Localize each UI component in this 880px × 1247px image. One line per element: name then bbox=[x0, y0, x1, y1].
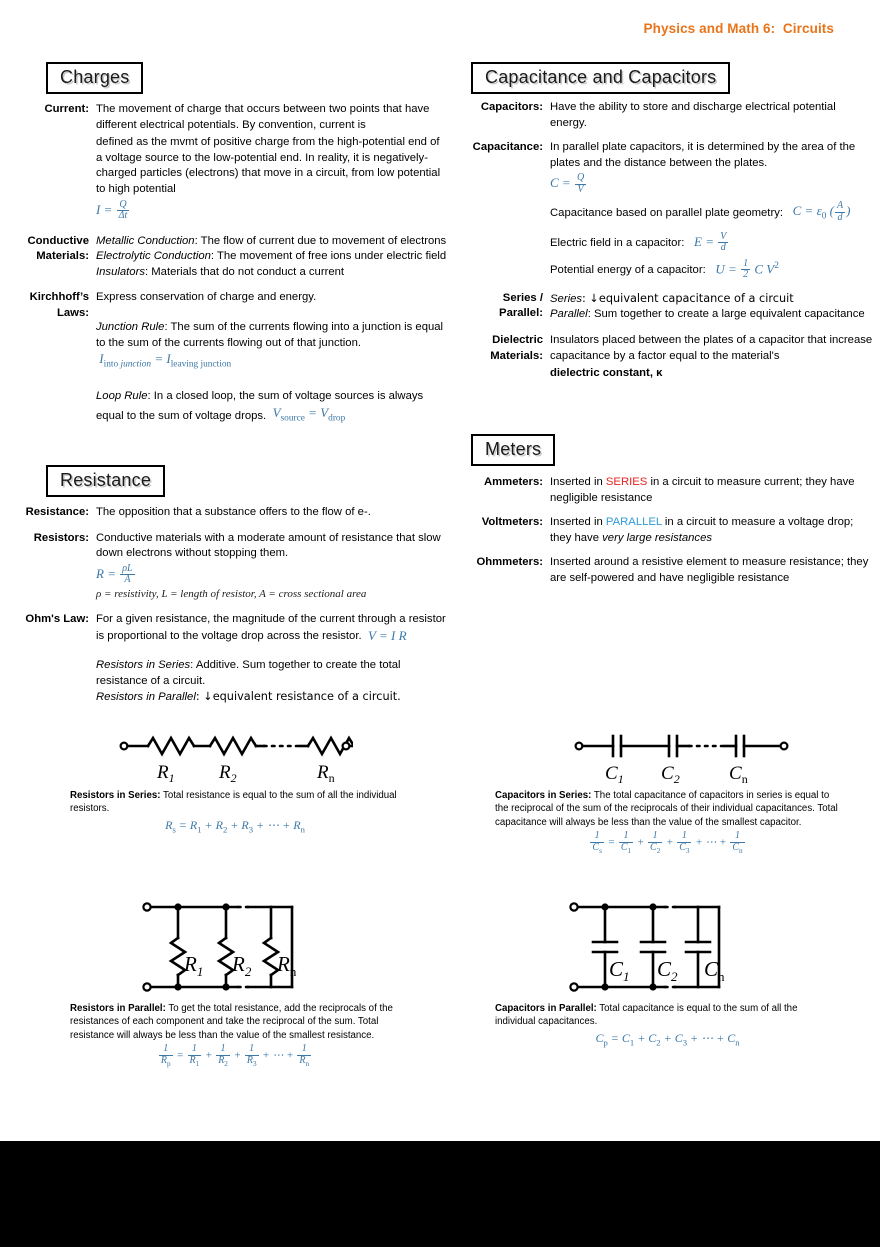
caption-resistors-parallel bbox=[70, 999, 400, 1068]
formula-resistors-series: $R_s = R_1 + R_2 + R_3$ + ⋯ + $R_n$ bbox=[165, 818, 305, 835]
definition-row-voltmeters bbox=[455, 515, 874, 546]
caption-text-capacitors-series: The total capacitance of capacitors in series is equal to the reciprocal of the sum of the reciprocals of their individual capacitances. Total capacitance will always be less than the value of the smallest capacitor. bbox=[495, 790, 838, 828]
label-rn: $R_n$ bbox=[317, 762, 335, 785]
capacitance-formula-wrap bbox=[550, 173, 874, 195]
section-header-meters bbox=[471, 434, 555, 466]
caption-lead-capacitors-parallel: Capacitors in Parallel: bbox=[495, 1003, 597, 1014]
definition-row-ammeters bbox=[455, 475, 874, 506]
capacitance-text: In parallel plate capacitors, it is determined by the area of the plates and the distance between the plates. bbox=[550, 141, 856, 169]
resistors-series-note bbox=[96, 658, 447, 689]
figure-resistors-series bbox=[118, 734, 353, 791]
current-text-2: defined as the mvmt of positive charge from the high-potential end of a voltage source to the low-potential end. In reality, it is negatively-charged particles (electrons) that move in a circuit, from low potential to high potential bbox=[96, 136, 441, 195]
caption-resistors-series bbox=[70, 786, 400, 836]
term-current: Current: bbox=[44, 103, 89, 115]
formula-geometry: $C = \varepsilon_0$ ( $\frac{A}{d}$ ) bbox=[786, 200, 851, 223]
keyword-series: SERIES bbox=[605, 476, 648, 488]
label-r2: $R_2$ bbox=[219, 762, 237, 785]
efield-line bbox=[550, 232, 874, 254]
formula-resistors-parallel: $\frac{1}{R_p}$ = $\frac{1}{R_1}$ + $\frac{1}{R_2}$ + $\frac{1}{R_3}$ + ⋯ + $\frac{1}{R_n}$ bbox=[160, 1043, 310, 1068]
resistors-in-parallel-text: : ↓equivalent resistance of a circuit. bbox=[195, 690, 401, 704]
pe-text: Potential energy of a capacitor: bbox=[550, 263, 706, 276]
resistors-series-diagram bbox=[118, 734, 353, 786]
label-r1-parallel: $R_1$ bbox=[184, 952, 204, 979]
caption-text-capacitors-parallel: Total capacitance is equal to the sum of all the individual capacitances. bbox=[495, 1003, 798, 1028]
caption-lead-resistors-parallel: Resistors in Parallel: bbox=[70, 1003, 166, 1014]
definition-row-series-parallel bbox=[455, 291, 874, 323]
caption-capacitors-parallel bbox=[495, 999, 840, 1049]
kirchhoff-intro: Express conservation of charge and energy. bbox=[96, 291, 317, 304]
formula-ohms-law: V = I R bbox=[364, 627, 407, 643]
voltmeters-post-italic: very large resistances bbox=[602, 531, 713, 544]
definition-voltmeters bbox=[550, 515, 874, 546]
ammeters-pre: Inserted in bbox=[550, 476, 606, 488]
label-r1: $R_1$ bbox=[157, 762, 175, 785]
definition-ohms-law bbox=[96, 612, 447, 706]
term-conductive-materials: Conductive Materials: bbox=[27, 234, 89, 263]
formula-resistivity: R = $\frac{\rho L}{A}$ bbox=[96, 562, 133, 586]
section-header-capacitance bbox=[471, 62, 730, 94]
definition-row-dielectric bbox=[455, 333, 874, 382]
label-c2-parallel: $C_2$ bbox=[657, 957, 678, 984]
resistivity-legend-wrap bbox=[96, 587, 447, 603]
metallic-conduction-label: Metallic Conduction bbox=[96, 234, 195, 247]
definition-conductive-materials bbox=[96, 234, 447, 281]
cap-parallel-text: : Sum together to create a large equivalent capacitance bbox=[587, 308, 865, 321]
formula-loop-rule: $V_{source} = V_{drop}$ bbox=[269, 404, 346, 424]
insulators-text: : Materials that do not conduct a current bbox=[144, 265, 345, 278]
page-title: Physics and Math 6: Circuits bbox=[643, 21, 834, 36]
term-ammeters: Ammeters: bbox=[483, 476, 543, 488]
definition-dielectric bbox=[550, 333, 874, 382]
term-resistors: Resistors: bbox=[33, 531, 89, 544]
term-resistance: Resistance: bbox=[25, 506, 89, 518]
definition-row-current bbox=[0, 102, 447, 222]
term-series-parallel: Series / Parallel: bbox=[499, 291, 543, 320]
resistors-parallel-diagram bbox=[140, 898, 355, 998]
definition-row-ohmmeters bbox=[455, 555, 874, 586]
resistors-in-series-text: : Additive. Sum together to create the total resistance of a circuit. bbox=[96, 659, 401, 687]
ohms-law-text: For a given resistance, the magnitude of the current through a resistor is proportional to the voltage drop across the resistor. bbox=[96, 613, 446, 642]
formula-capacitance: C = $\frac{Q}{V}$ bbox=[550, 172, 585, 195]
definition-series-parallel bbox=[550, 291, 874, 323]
term-capacitors: Capacitors: bbox=[480, 101, 543, 113]
section-header-charges bbox=[46, 62, 143, 94]
ammeters-post: in a circuit to measure current; they have negligible resistance bbox=[550, 476, 855, 504]
loop-rule-text: : In a closed loop, the sum of voltage sources is always equal to the sum of voltage drops. bbox=[96, 390, 424, 422]
junction-rule-label: Junction Rule bbox=[96, 320, 165, 333]
pe-line bbox=[550, 259, 874, 281]
current-text-1: The movement of charge that occurs between two points that have different electrical potentials. By convention, current is bbox=[96, 103, 430, 131]
electrolytic-conduction-text: : The movement of free ions under electric field bbox=[210, 250, 447, 263]
geometry-line bbox=[550, 201, 874, 225]
figure-capacitors-parallel bbox=[567, 898, 782, 1003]
term-ohmmeters: Ohmmeters: bbox=[476, 556, 543, 569]
caption-capacitors-series bbox=[495, 786, 840, 855]
metallic-conduction-text: : The flow of current due to movement of electrons bbox=[194, 234, 447, 247]
term-kirchhoff-laws: Kirchhoff’s Laws: bbox=[29, 291, 89, 319]
insulators-label: Insulators bbox=[96, 265, 145, 278]
resistors-formula-wrap bbox=[96, 564, 447, 586]
cap-series-label: Series bbox=[550, 292, 583, 305]
definition-capacitance bbox=[550, 140, 874, 281]
cap-series-text: : ↓equivalent capacitance of a circuit bbox=[582, 291, 794, 305]
voltmeters-pre: Inserted in bbox=[550, 516, 606, 529]
keyword-parallel: PARALLEL bbox=[605, 516, 662, 529]
caption-text-resistors-parallel: To get the total resistance, add the reciprocals of the resistances of each component and take the reciprocal of the sum. Total resistance will always be less than the value of the smallest resistance. bbox=[70, 1003, 393, 1041]
dielectric-text: Insulators placed between the plates of a capacitor that increase capacitance by a factor equal to the material's bbox=[550, 334, 873, 362]
formula-resistors-parallel-wrap bbox=[70, 1044, 400, 1068]
definition-resistors bbox=[96, 531, 447, 604]
figure-capacitors-series bbox=[573, 734, 793, 791]
resistivity-legend: ρ = resistivity, L = length of resistor, A = cross sectional area bbox=[96, 587, 367, 600]
formula-resistors-series-wrap bbox=[70, 818, 400, 836]
formula-capacitors-parallel: $C_p = C_1 + C_2 + C_3$ + ⋯ + $C_n$ bbox=[595, 1031, 740, 1048]
dielectric-constant-label: dielectric constant, κ bbox=[550, 367, 663, 380]
term-dielectric-materials: Dielectric Materials: bbox=[490, 334, 543, 362]
section-header-meters-label: Meters bbox=[485, 439, 542, 459]
caption-lead-capacitors-series: Capacitors in Series: bbox=[495, 790, 592, 801]
footer-black-band bbox=[0, 1141, 880, 1247]
current-text-2-wrap bbox=[96, 135, 447, 197]
section-header-resistance-label: Resistance bbox=[60, 470, 152, 490]
geometry-text: Capacitance based on parallel plate geometry: bbox=[550, 207, 783, 220]
label-c2: $C_2$ bbox=[661, 763, 680, 786]
junction-rule-text: : The sum of the currents flowing into a junction is equal to the sum of the currents flowing out of that junction. bbox=[96, 320, 444, 349]
formula-capacitors-parallel-wrap bbox=[495, 1031, 840, 1049]
efield-text: Electric field in a capacitor: bbox=[550, 236, 685, 249]
cap-parallel-label: Parallel bbox=[550, 308, 588, 321]
definition-ammeters bbox=[550, 475, 874, 506]
definition-row-capacitors bbox=[455, 100, 874, 131]
label-r2-parallel: $R_2$ bbox=[232, 952, 252, 979]
definition-row-kirchhoff bbox=[0, 290, 447, 427]
caption-lead-resistors-series: Resistors in Series: bbox=[70, 790, 161, 801]
term-capacitance: Capacitance: bbox=[472, 141, 543, 154]
capacitors-parallel-diagram bbox=[567, 898, 782, 998]
resistors-text: Conductive materials with a moderate amount of resistance that slow down electrons without stopping them. bbox=[96, 531, 441, 560]
section-header-resistance bbox=[46, 465, 165, 497]
definition-row-capacitance bbox=[455, 140, 874, 281]
resistors-parallel-note bbox=[96, 689, 447, 706]
definition-resistance: The opposition that a substance offers to the flow of e-. bbox=[96, 506, 371, 518]
formula-junction-rule: $I_{into junction} = I_{leaving junction}$ bbox=[96, 351, 232, 370]
current-formula-wrap bbox=[96, 200, 447, 222]
loop-rule-block bbox=[96, 389, 447, 427]
definition-row-resistors bbox=[0, 531, 447, 604]
term-ohms-law: Ohm's Law: bbox=[25, 613, 89, 626]
resistors-in-series-label: Resistors in Series bbox=[96, 659, 191, 672]
formula-pe: U = $\frac{1}{2}$ C $V^2$ bbox=[708, 257, 779, 281]
formula-capacitors-series-wrap bbox=[495, 831, 840, 855]
label-c1: $C_1$ bbox=[605, 763, 624, 786]
voltmeters-post: in a circuit to measure a voltage drop; they have bbox=[550, 516, 854, 544]
term-voltmeters: Voltmeters: bbox=[481, 516, 543, 529]
electrolytic-conduction-label: Electrolytic Conduction bbox=[96, 250, 211, 263]
figure-resistors-parallel bbox=[140, 898, 355, 1003]
label-cn-parallel: $C_n$ bbox=[704, 957, 725, 984]
definition-kirchhoff bbox=[96, 290, 447, 427]
dielectric-emphasis-wrap bbox=[550, 366, 874, 382]
loop-rule-label: Loop Rule bbox=[96, 390, 148, 403]
formula-capacitors-series: $\frac{1}{C_s}$ = $\frac{1}{C_1}$ + $\frac{1}{C_2}$ + $\frac{1}{C_3}$ + ⋯ + $\frac{1}{C_n}$ bbox=[592, 830, 743, 855]
resistors-in-parallel-label: Resistors in Parallel bbox=[96, 691, 196, 704]
junction-rule-block bbox=[96, 320, 447, 373]
formula-efield: E = $\frac{V}{d}$ bbox=[687, 230, 727, 254]
caption-text-resistors-series: Total resistance is equal to the sum of all the individual resistors. bbox=[70, 790, 397, 815]
definition-row-resistance bbox=[0, 505, 447, 521]
definition-row-ohms-law bbox=[0, 612, 447, 706]
definition-ohmmeters: Inserted around a resistive element to measure resistance; they are self-powered and have negligible resistance bbox=[550, 556, 869, 584]
section-header-charges-label: Charges bbox=[60, 67, 130, 87]
label-cn: $C_n$ bbox=[729, 763, 748, 786]
definition-current bbox=[96, 102, 447, 222]
definition-row-conductive-materials bbox=[0, 234, 447, 281]
definition-capacitors: Have the ability to store and discharge electrical potential energy. bbox=[550, 101, 836, 129]
formula-current: I = $\frac{Q}{\Delta t}$ bbox=[96, 198, 128, 222]
label-rn-parallel: $R_n$ bbox=[277, 952, 297, 979]
section-header-capacitance-label: Capacitance and Capacitors bbox=[485, 67, 717, 87]
capacitors-series-diagram bbox=[573, 734, 793, 786]
label-c1-parallel: $C_1$ bbox=[609, 957, 630, 984]
